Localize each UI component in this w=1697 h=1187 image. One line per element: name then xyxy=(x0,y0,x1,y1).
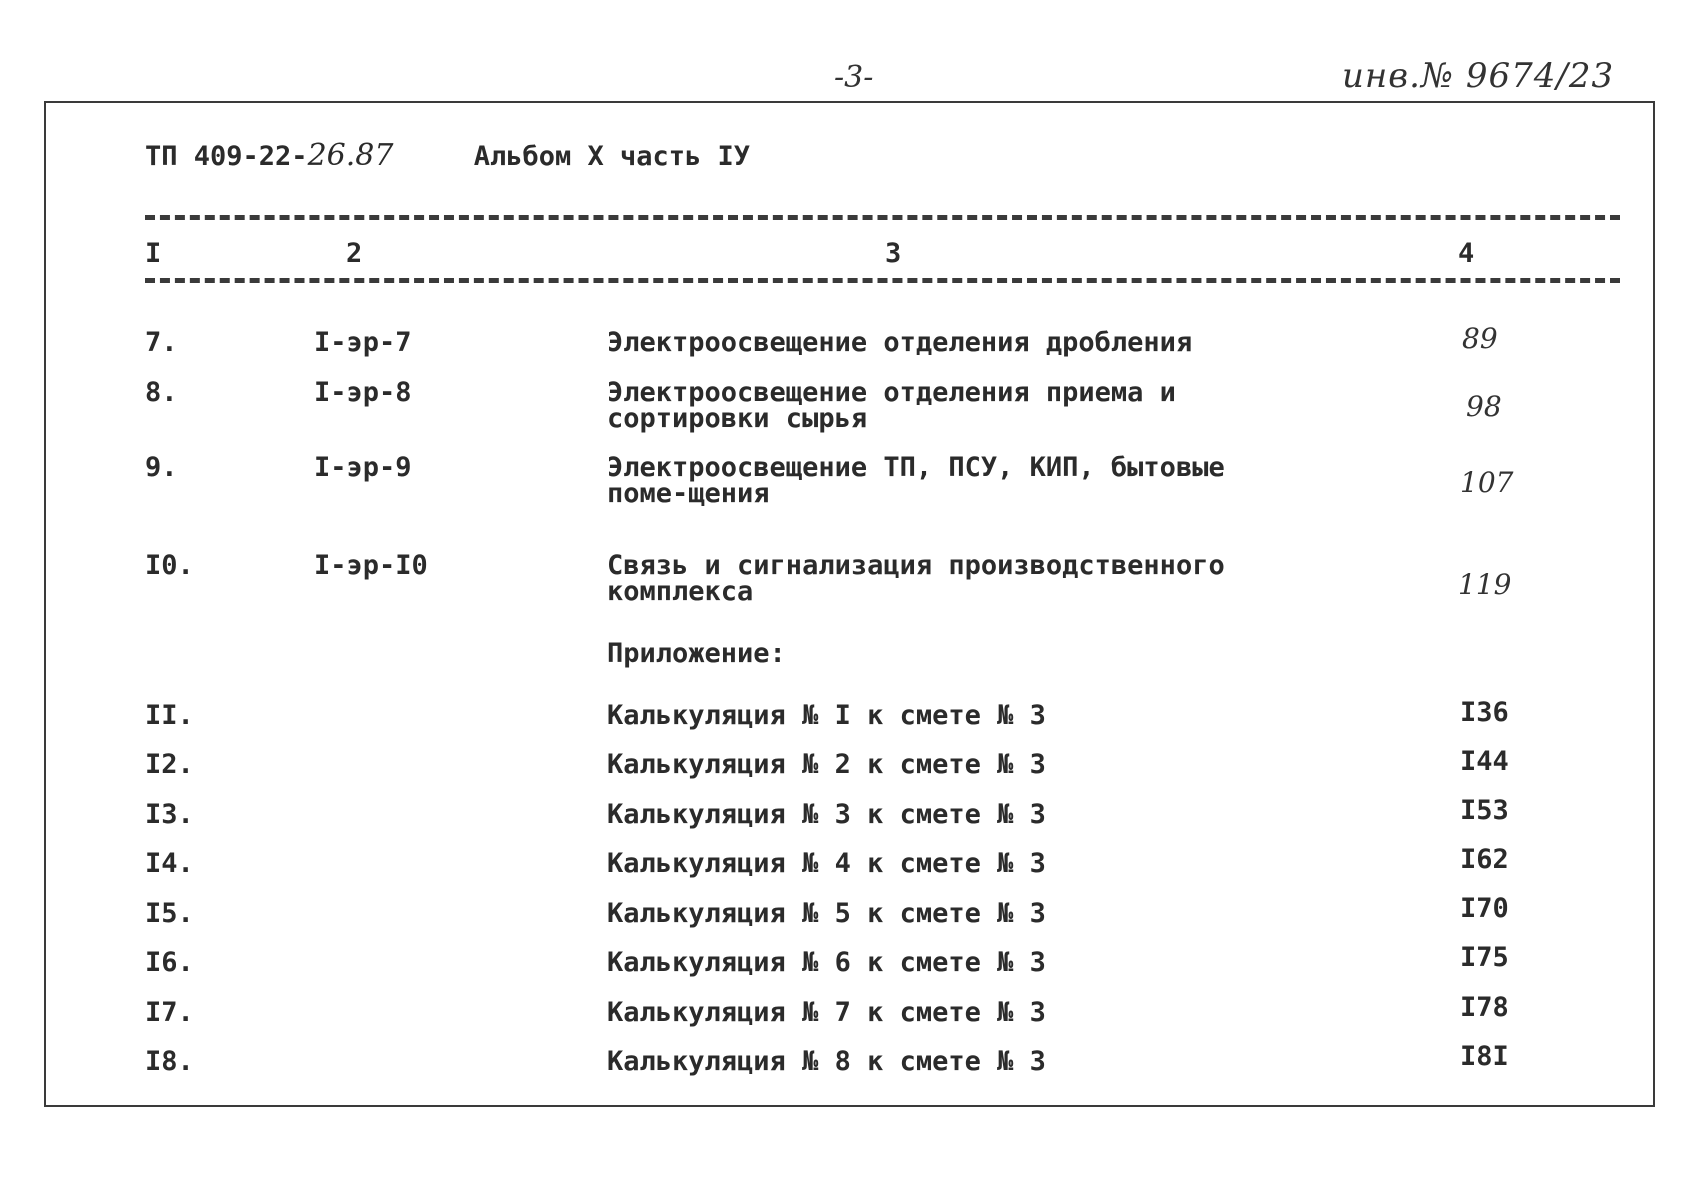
row-page: 119 xyxy=(1458,568,1512,601)
appendix-row-number: I8. xyxy=(145,1046,194,1077)
doc-code-typed: ТП 409-22- xyxy=(145,141,308,172)
row-title: Связь и сигнализация производственного комплекса xyxy=(607,550,1225,607)
row-number: 7. xyxy=(145,327,178,358)
appendix-row-number: I2. xyxy=(145,749,194,780)
appendix-row-title: Калькуляция № 6 к смете № 3 xyxy=(607,947,1046,978)
appendix-row-number: I3. xyxy=(145,799,194,830)
appendix-row-title: Калькуляция № 3 к смете № 3 xyxy=(607,799,1046,830)
column-header-2: 2 xyxy=(346,238,363,269)
header-dashed-divider xyxy=(145,278,1620,283)
row-title: Электроосвещение отделения дробления xyxy=(607,327,1193,358)
row-title: Электроосвещение ТП, ПСУ, КИП, бытовые поме-щения xyxy=(607,452,1225,509)
column-header-4: 4 xyxy=(1458,238,1475,269)
appendix-row-page: I44 xyxy=(1460,746,1509,777)
row-page: 89 xyxy=(1462,322,1498,355)
column-header-3: 3 xyxy=(885,238,902,269)
page-number: -3- xyxy=(834,60,874,95)
appendix-row-number: II. xyxy=(145,700,194,731)
appendix-row-page: I75 xyxy=(1460,942,1509,973)
row-number: 9. xyxy=(145,452,178,483)
appendix-row-page: I62 xyxy=(1460,844,1509,875)
appendix-row-page: I78 xyxy=(1460,992,1509,1023)
appendix-row-page: I36 xyxy=(1460,697,1509,728)
row-code: I-эр-7 xyxy=(314,327,412,358)
row-title: Электроосвещение отделения приема и сортировки сырья xyxy=(607,377,1176,434)
row-code: I-эр-I0 xyxy=(314,550,428,581)
appendix-label: Приложение: xyxy=(607,638,786,669)
appendix-row-number: I6. xyxy=(145,947,194,978)
doc-code-handwritten: 26.87 xyxy=(307,138,394,173)
appendix-row-title: Калькуляция № 4 к смете № 3 xyxy=(607,848,1046,879)
appendix-row-title: Калькуляция № 2 к смете № 3 xyxy=(607,749,1046,780)
row-code: I-эр-8 xyxy=(314,377,412,408)
appendix-row-title: Калькуляция № I к смете № 3 xyxy=(607,700,1046,731)
row-page: 98 xyxy=(1466,390,1502,423)
row-page: 107 xyxy=(1460,466,1514,499)
row-number: 8. xyxy=(145,377,178,408)
document-header xyxy=(145,138,750,173)
column-header-1: I xyxy=(145,238,162,269)
album-title: Альбом Х часть IУ xyxy=(473,141,751,172)
appendix-row-number: I4. xyxy=(145,848,194,879)
appendix-row-title: Калькуляция № 5 к смете № 3 xyxy=(607,898,1046,929)
top-dashed-divider xyxy=(145,215,1620,220)
appendix-row-page: I8I xyxy=(1460,1041,1509,1072)
appendix-row-page: I53 xyxy=(1460,795,1509,826)
appendix-row-title: Калькуляция № 7 к смете № 3 xyxy=(607,997,1046,1028)
appendix-row-number: I5. xyxy=(145,898,194,929)
appendix-row-number: I7. xyxy=(145,997,194,1028)
inventory-note: инв.№ 9674/23 xyxy=(1342,56,1615,96)
row-code: I-эр-9 xyxy=(314,452,412,483)
appendix-row-title: Калькуляция № 8 к смете № 3 xyxy=(607,1046,1046,1077)
row-number: I0. xyxy=(145,550,194,581)
appendix-row-page: I70 xyxy=(1460,893,1509,924)
